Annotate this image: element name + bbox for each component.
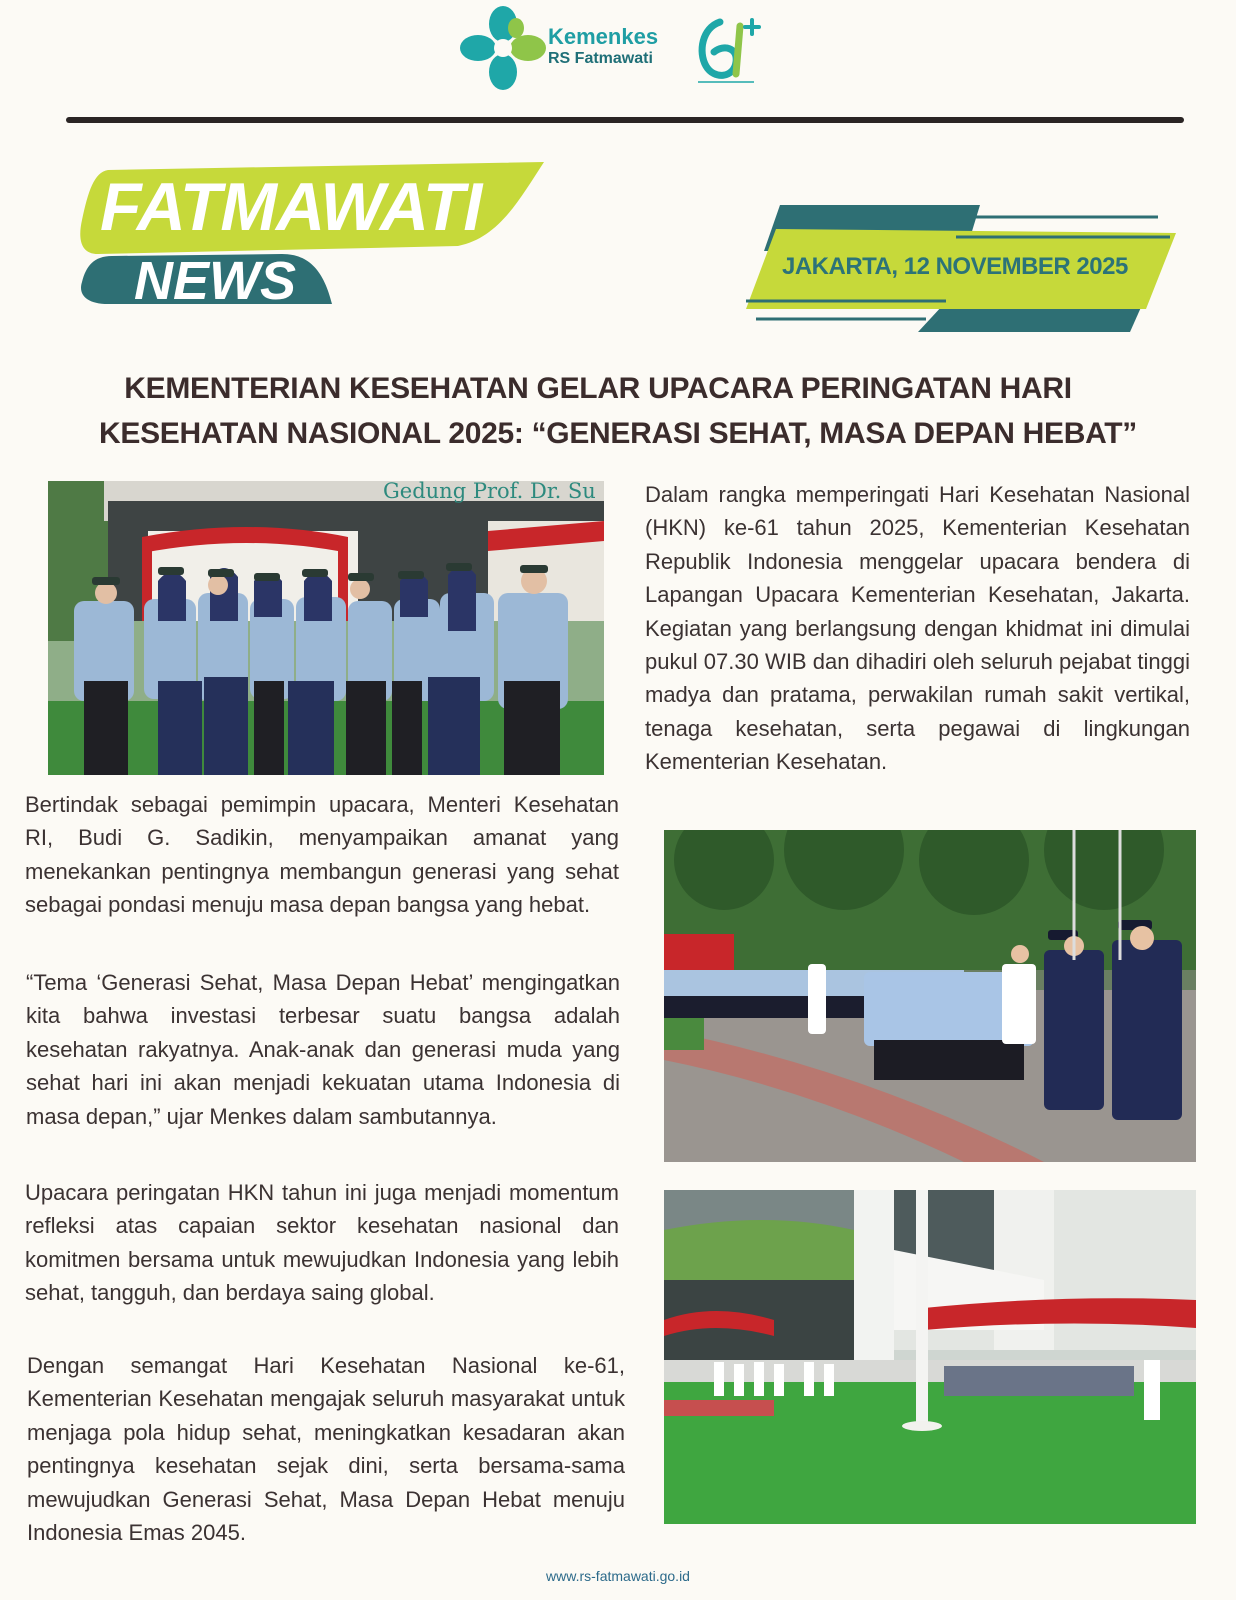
org-name-line2: RS Fatmawati [548, 50, 653, 67]
headline-line2: KESEHATAN NASIONAL 2025: “GENERASI SEHAT, MASA DEPAN HEBAT” [99, 417, 1137, 450]
header-logos [460, 4, 790, 92]
photo-building-sign: Gedung Prof. Dr. Su [383, 481, 596, 503]
news-banner [78, 162, 558, 312]
article-paragraph-1: Bertindak sebagai pemimpin upacara, Menteri Kesehatan RI, Budi G. Sadikin, menyampaikan amanat yang menekankan pentingnya membangun generasi yang sehat sebagai pondasi menuju masa depan bangsa yang hebat. [25, 792, 619, 918]
anniversary-61-logo-icon [690, 12, 766, 88]
article-paragraph-3: Upacara peringatan HKN tahun ini juga menjadi momentum refleksi atas capaian sektor kesehatan nasional dan komitmen bersama untuk mewujudkan Indonesia yang lebih sehat, tangguh, dan berdaya saing global. [25, 1180, 619, 1306]
footer-url[interactable]: www.rs-fatmawati.go.id [546, 1568, 690, 1584]
photo-flag-field [664, 1190, 1196, 1524]
date-badge [746, 205, 1186, 340]
date-text: JAKARTA, 12 NOVEMBER 2025 [782, 253, 1128, 280]
article-intro: Dalam rangka memperingati Hari Kesehatan Nasional (HKN) ke-61 tahun 2025, Kementerian Kesehatan Republik Indonesia menggelar upacara bendera di Lapangan Upacara Kementerian Kesehatan, Jakarta. Kegiatan yang berlangsung dengan khidmat ini dimulai pukul 07.30 WIB dan dihadiri oleh seluruh pejabat tinggi madya dan pratama, perwakilan rumah sakit vertikal, tenaga kesehatan, serta pegawai di lingkungan Kementerian Kesehatan. [645, 482, 1190, 775]
headline-line1: KEMENTERIAN KESEHATAN GELAR UPACARA PERINGATAN HARI [124, 372, 1072, 405]
org-name [548, 26, 658, 70]
header-divider [66, 117, 1184, 123]
org-name-line1: Kemenkes [548, 24, 659, 49]
article-quote: “Tema ‘Generasi Sehat, Masa Depan Hebat’ mengingatkan kita bahwa investasi terbesar suatu bangsa adalah kesehatan rakyatnya. Anak-anak dan generasi muda yang sehat hari ini akan menjadi kekuatan utama Indonesia di masa depan,” ujar Menkes dalam sambutannya. [26, 970, 620, 1129]
banner-subtitle: NEWS [134, 251, 296, 311]
photo-ceremony-rows [664, 830, 1196, 1162]
photo-group-staff [48, 481, 604, 775]
article-paragraph-4: Dengan semangat Hari Kesehatan Nasional ke-61, Kementerian Kesehatan mengajak seluruh masyarakat untuk menjaga pola hidup sehat, meningkatkan kesadaran akan pentingnya kesehatan sejak dini, serta bersama-sama mewujudkan Generasi Sehat, Masa Depan Hebat menuju Indonesia Emas 2045. [27, 1353, 625, 1546]
article-headline [30, 366, 1206, 456]
banner-title: FATMAWATI [100, 169, 482, 245]
kemenkes-cross-icon [460, 4, 546, 92]
